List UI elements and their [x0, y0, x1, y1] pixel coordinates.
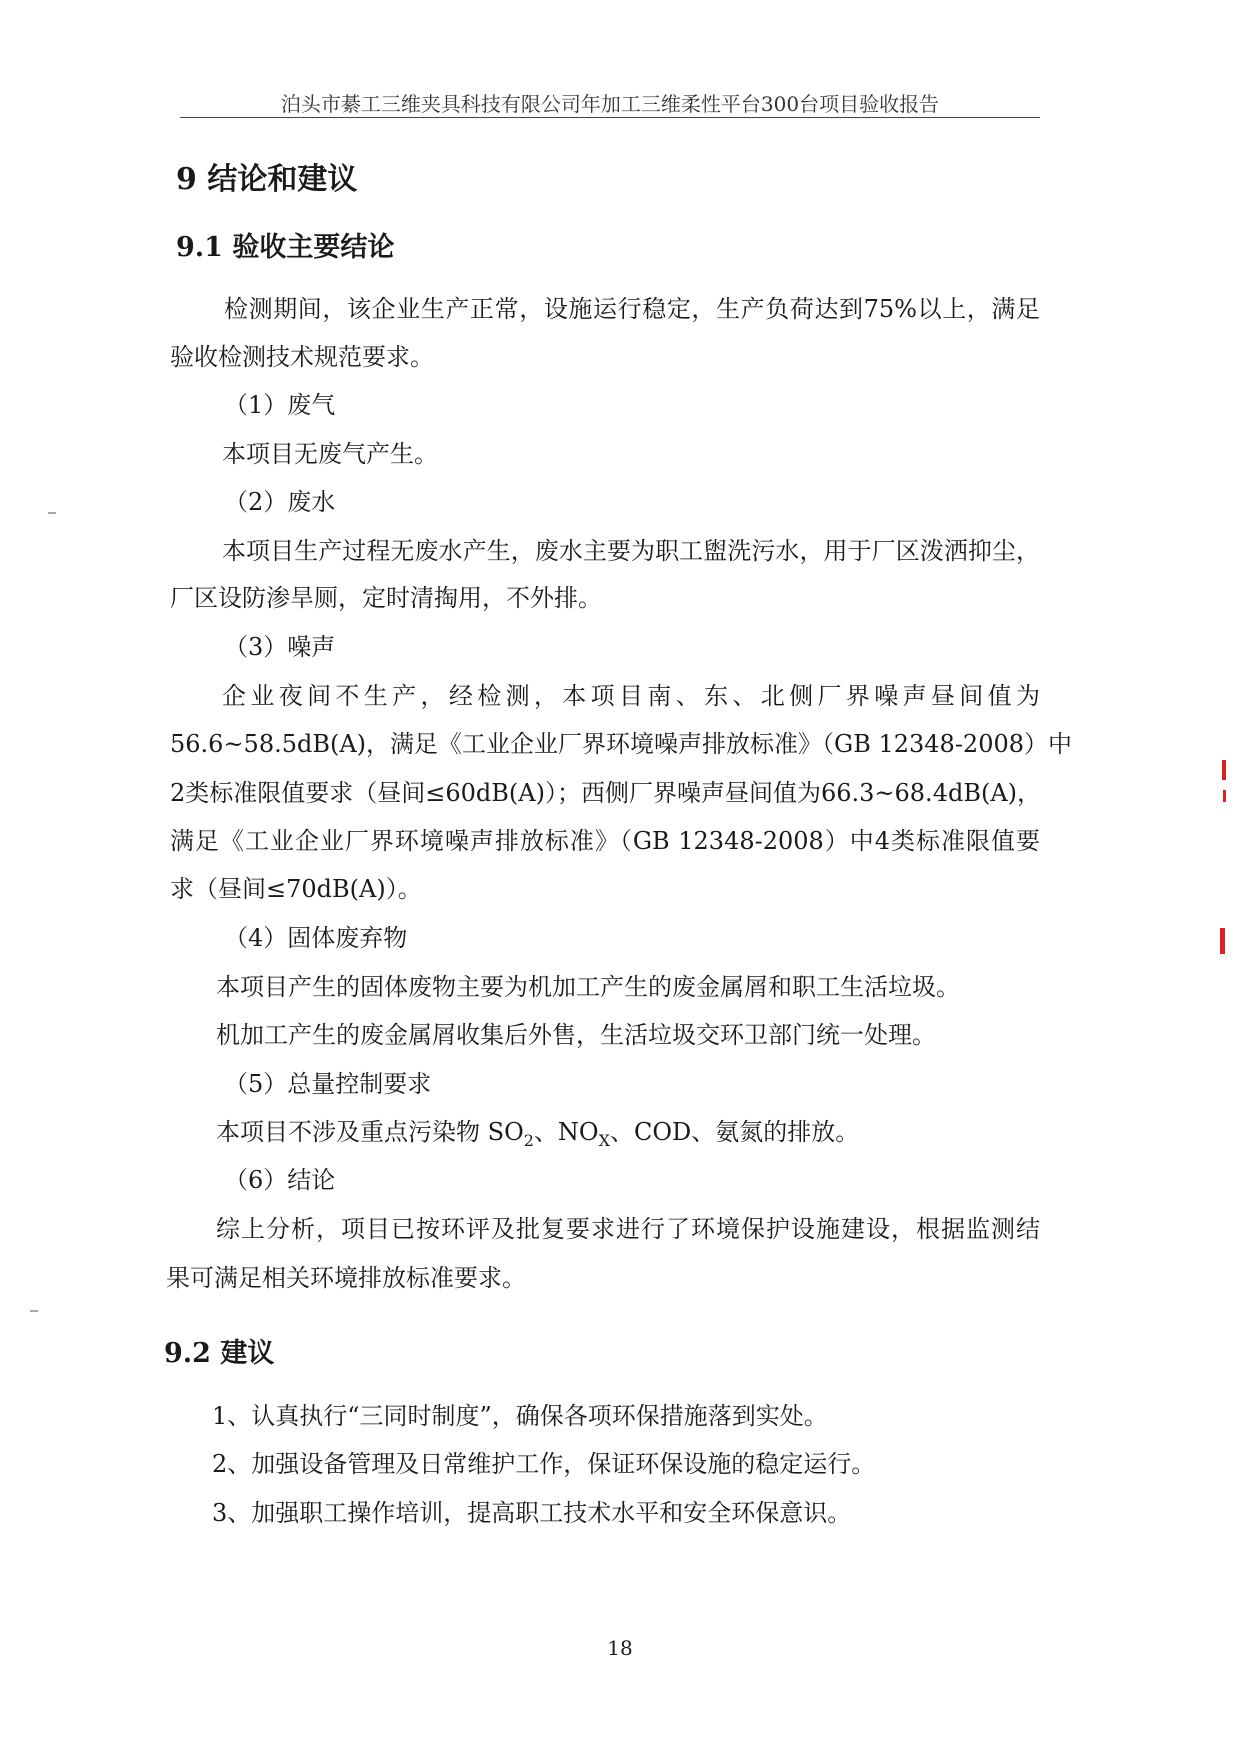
noise-line-5: 求（昼间≤70dB(A)）。 [170, 875, 422, 903]
waste-gas-text: 本项目无废气产生。 [222, 440, 438, 468]
conclusion-line-1: 综上分析，项目已按环评及批复要求进行了环境保护设施建设，根据监测结 [216, 1215, 1040, 1243]
waste-gas-heading: （1）废气 [224, 391, 336, 419]
section-9-2-heading: 9.2 建议 [164, 1338, 275, 1369]
waste-water-heading: （2）废水 [224, 488, 336, 516]
stamp-edge-mark [1223, 790, 1226, 802]
section-9-1-heading: 9.1 验收主要结论 [176, 232, 395, 263]
stamp-edge-mark [1220, 928, 1225, 954]
suggestion-item: 2、加强设备管理及日常维护工作，保证环保设施的稳定运行。 [212, 1450, 876, 1478]
noise-heading: （3）噪声 [224, 633, 336, 661]
suggestion-item: 1、认真执行“三同时制度”，确保各项环保措施落到实处。 [212, 1402, 828, 1430]
solid-waste-line-2: 机加工产生的废金属屑收集后外售，生活垃圾交环卫部门统一处理。 [216, 1021, 936, 1049]
noise-line-2: 56.6~58.5dB(A)，满足《工业企业厂界环境噪声排放标准》（GB 12348-2008）中 [170, 730, 1073, 758]
nox-subscript: X [598, 1130, 611, 1150]
solid-waste-heading: （4）固体废弃物 [224, 924, 408, 952]
so2-subscript: 2 [523, 1130, 534, 1150]
waste-water-line-1: 本项目生产过程无废水产生，废水主要为职工盥洗污水，用于厂区泼洒抑尘， [222, 537, 1040, 565]
total-control-text-c: 、COD、氨氮的排放。 [610, 1118, 860, 1146]
noise-line-4: 满足《工业企业厂界环境噪声排放标准》（GB 12348-2008）中4类标准限值要 [170, 827, 1040, 855]
waste-water-line-2: 厂区设防渗旱厕，定时清掏用，不外排。 [170, 584, 602, 612]
total-control-heading: （5）总量控制要求 [224, 1070, 432, 1098]
header-rule [180, 117, 1040, 118]
scan-mark [48, 512, 56, 514]
intro-line-2: 验收检测技术规范要求。 [170, 343, 434, 371]
conclusion-heading: （6）结论 [224, 1166, 336, 1194]
page-header: 泊头市綦工三维夹具科技有限公司年加工三维柔性平台300台项目验收报告 [280, 92, 940, 116]
conclusion-line-2: 果可满足相关环境排放标准要求。 [166, 1264, 526, 1292]
page-number: 18 [607, 1636, 633, 1660]
section-9-heading: 9 结论和建议 [176, 162, 358, 197]
intro-line-1: 检测期间，该企业生产正常，设施运行稳定，生产负荷达到75%以上，满足 [224, 295, 1040, 323]
total-control-text-b: 、NO [533, 1118, 599, 1146]
scan-mark [30, 1310, 38, 1312]
noise-line-1: 企业夜间不生产，经检测，本项目南、东、北侧厂界噪声昼间值为 [222, 682, 1040, 710]
solid-waste-line-1: 本项目产生的固体废物主要为机加工产生的废金属屑和职工生活垃圾。 [216, 973, 960, 1001]
total-control-text-a: 本项目不涉及重点污染物 SO [216, 1118, 524, 1146]
suggestion-item: 3、加强职工操作培训，提高职工技术水平和安全环保意识。 [212, 1499, 852, 1527]
stamp-edge-mark [1222, 760, 1226, 780]
noise-line-3: 2类标准限值要求（昼间≤60dB(A)）；西侧厂界噪声昼间值为66.3~68.4dB(A)， [170, 779, 1042, 807]
total-control-text [216, 1116, 859, 1157]
